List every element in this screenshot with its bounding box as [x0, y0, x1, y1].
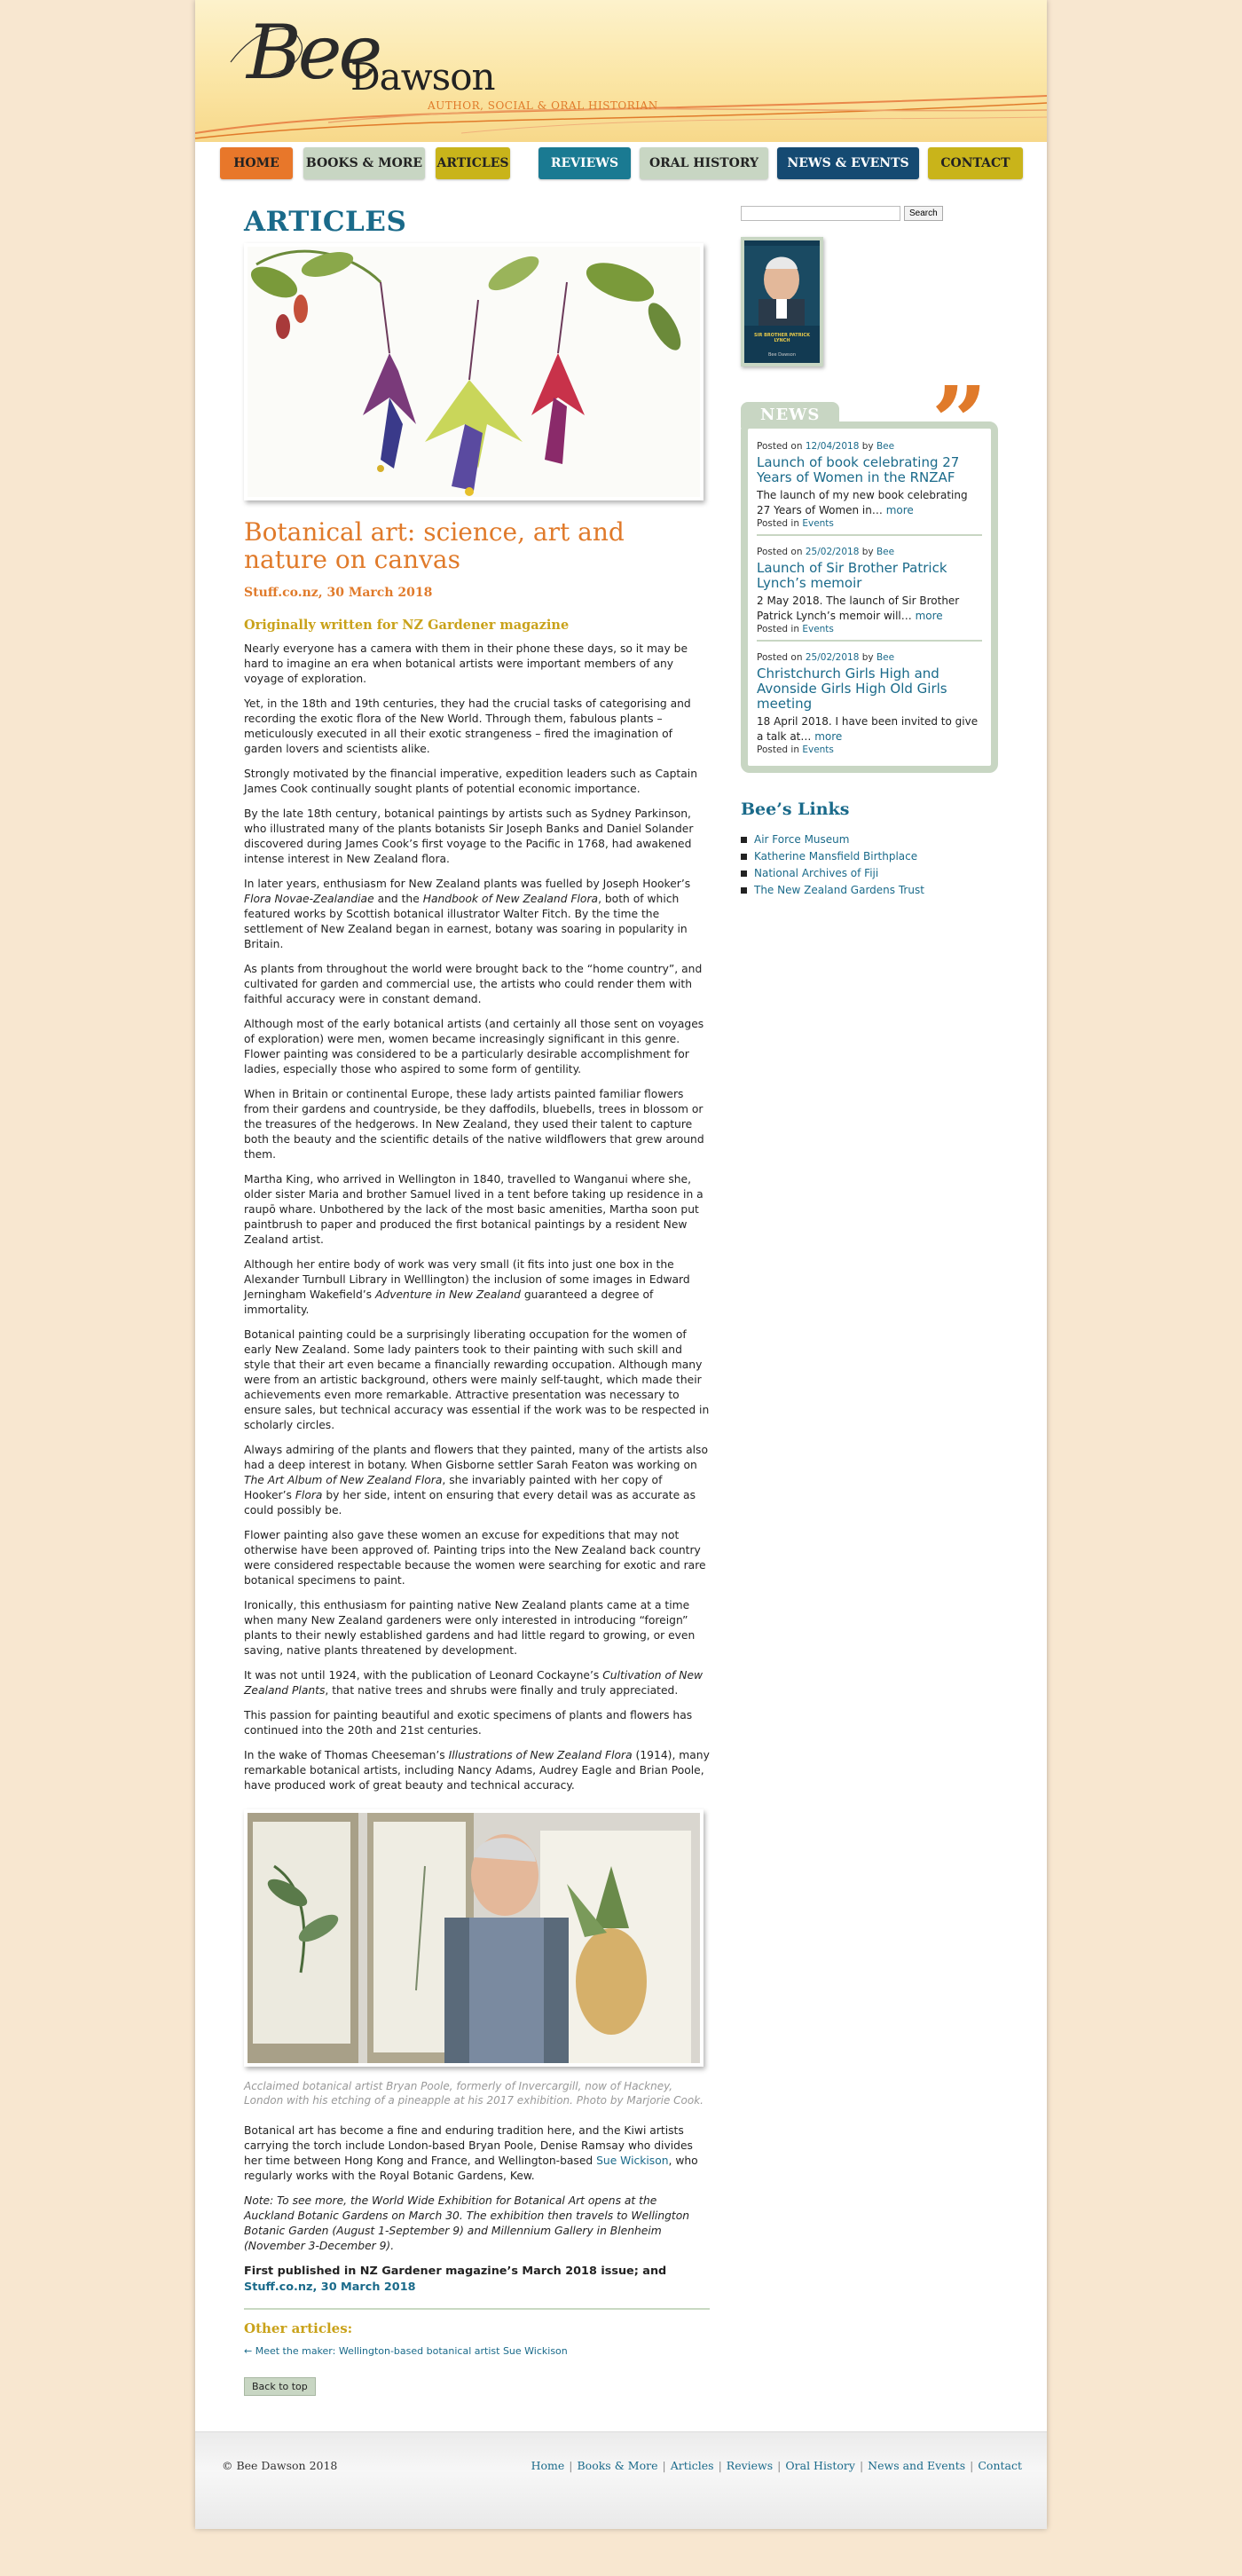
paragraph: Nearly everyone has a camera with them in their phone these days, so it may be hard to imagine an era when botanical artists were important members of any voyage of exploration. — [244, 642, 688, 685]
news-author-link[interactable]: Bee — [876, 547, 895, 557]
footer — [195, 2431, 1047, 2529]
main-content — [244, 206, 710, 2396]
nav-home[interactable]: HOME — [220, 147, 293, 179]
footer-link-news-events[interactable]: News and Events — [868, 2459, 966, 2472]
paragraph: Ironically, this enthusiasm for painting native New Zealand plants came at a time when many New Zealand gardeners were only interested in introducing “foreign” plants to their newly established gardens and had little regard to growing, or even saving, native plants threatened by development. — [244, 1599, 696, 1657]
paragraph: It was not until 1924, with the publication of Leonard Cockayne’s Cultivation of New Zealand Plants, that native trees and shrubs were finally and truly appreciated. — [244, 1669, 704, 1697]
tagline: AUTHOR, SOCIAL & ORAL HISTORIAN — [428, 99, 658, 112]
book-cover[interactable] — [741, 237, 823, 366]
news-author-link[interactable]: Bee — [876, 652, 895, 663]
paragraph: When in Britain or continental Europe, these lady artists painted familiar flowers from their gardens and countryside, be they daffodils, bluebells, trees in blossom or the treasures of the hedgerows. In New Zealand, they used their talent to capture both the beauty and the scientific details of the native wildflowers that grew around them. — [244, 1088, 704, 1161]
news-date-link[interactable]: 25/02/2018 — [805, 547, 860, 557]
paragraph: Always admiring of the plants and flowers that they painted, many of the artists also had a deep interest in botany. When Gisborne settler Sarah Featon was working on The Art Album of New Zealand Flora, she invariably painted with her copy of Hooker’s Flora by her side, intent on ensuring that every detail was as accurate as could possibly be. — [244, 1444, 708, 1516]
main-nav — [220, 147, 1023, 179]
logo-name[interactable]: Dawson — [350, 55, 495, 98]
paragraph: Although her entire body of work was very small (it fits into just one box in the Alexander Turnbull Library in Welllington) the inclusion of some images in Edward Jerningham Wakefield’s Adventure in New Zealand guaranteed a degree of immortality. — [244, 1258, 690, 1316]
footer-link-home[interactable]: Home — [531, 2459, 565, 2472]
book-title: SIR BROTHER PATRICK LYNCH — [754, 333, 810, 343]
link-national-archives-fiji[interactable]: National Archives of Fiji — [754, 867, 879, 879]
link-nz-gardens-trust[interactable]: The New Zealand Gardens Trust — [754, 884, 924, 896]
paragraph: Botanical painting could be a surprisingly liberating occupation for the women of early New Zealand. Some lady painters took to their painting with such skill and style that their art even became a financially rewarding occupation. Although many were from an artistic background, others were mainly self-taught, which made their achievements even more remarkable. Attractive presentation was necessary to ensure sales, but technical accuracy was essential if the work was to be respected in scholarly circles. — [244, 1328, 710, 1431]
bullet-icon — [741, 887, 747, 894]
bullet-icon — [741, 870, 747, 877]
news-title-link[interactable]: Launch of Sir Brother Patrick Lynch’s memoir — [757, 560, 947, 591]
news-more-link[interactable]: more — [814, 730, 843, 743]
search-button[interactable]: Search — [904, 206, 943, 221]
link-item — [741, 884, 998, 896]
fuchsia-illustration — [248, 247, 700, 497]
exhibition-note: Note: To see more, the World Wide Exhibition for Botanical Art opens at the Auckland Botanic Gardens on March 30. The exhibition then travels to Wellington Botanic Garden (August 1-September 9) and Millennium Gallery in Blenheim (November 3-December 9). — [244, 2194, 690, 2252]
paragraph: Flower painting also gave these women an excuse for expeditions that may not otherwise have been approved of. Painting trips into the New Zealand back country were considered respectable because the women were searching for exotic and rare botanical specimens to paint. — [244, 1529, 706, 1587]
news-item: Posted on 25/02/2018 by Bee Christchurch Girls High and Avonside Girls High Old Girls meeting 18 April 2018. I have been invited to give a talk at… more Posted in Events — [757, 649, 982, 760]
hero-image — [244, 243, 704, 500]
link-item — [741, 850, 998, 863]
news-category-link[interactable]: Events — [802, 744, 834, 755]
bullet-icon — [741, 854, 747, 860]
book-author: Bee Dawson — [767, 352, 796, 358]
news-category-link[interactable]: Events — [802, 518, 834, 529]
footer-nav: Home | Books & More | Articles | Reviews | Oral History | News and Events | Contact — [531, 2459, 1022, 2472]
news-heading: NEWS — [741, 402, 839, 428]
article-date: Stuff.co.nz, 30 March 2018 — [244, 586, 433, 600]
bullet-icon — [741, 837, 747, 843]
logo-script[interactable]: Bee — [247, 9, 380, 96]
nav-books-more[interactable]: BOOKS & MORE — [303, 147, 425, 179]
search-form — [741, 206, 998, 221]
sue-wickison-link[interactable]: Sue Wickison — [596, 2155, 669, 2167]
nav-contact[interactable]: CONTACT — [928, 147, 1023, 179]
paragraph: Yet, in the 18th and 19th centuries, they had the crucial tasks of categorising and recording the exotic flora of the New World. Through them, fabulous plants – meticulously executed in all their exotic strangeness – fired the imagination of garden lovers and scientists alike. — [244, 697, 691, 755]
other-articles-heading: Other articles: — [244, 2320, 353, 2336]
artist-photo-illustration — [248, 1813, 700, 2063]
paragraph: Although most of the early botanical artists (and certainly all those sent on voyages of exploration) were men, women became increasingly significant in this genre. Flower painting was considered to be a particularly desirable accomplishment for ladies, especially those who aspired to some form of gentility. — [244, 1018, 704, 1075]
back-to-top-button[interactable]: Back to top — [244, 2377, 316, 2396]
link-item — [741, 867, 998, 879]
news-title-link[interactable]: Christchurch Girls High and Avonside Girls High Old Girls meeting — [757, 666, 947, 712]
header — [195, 0, 1047, 142]
previous-article-link[interactable]: ← Meet the maker: Wellington-based botanical artist Sue Wickison — [244, 2345, 568, 2357]
sidebar — [741, 206, 998, 901]
stuff-link[interactable]: Stuff.co.nz, 30 March 2018 — [244, 2281, 416, 2294]
paragraph: In later years, enthusiasm for New Zealand plants was fuelled by Joseph Hooker’s Flora Novae-Zealandiae and the Handbook of New Zealand Flora, both of which featured works by Scottish botanical illustrator Walter Fitch. By the time the settlement of New Zealand began in earnest, botany was soaring in popularity in Britain. — [244, 878, 691, 950]
artist-photo — [244, 1809, 704, 2067]
article-title: Botanical art: science, art and nature on canvas — [244, 517, 625, 574]
nav-reviews[interactable]: REVIEWS — [538, 147, 631, 179]
link-item — [741, 833, 998, 846]
links-heading: Bee’s Links — [741, 800, 850, 819]
news-title-link[interactable]: Launch of book celebrating 27 Years of Women in the RNZAF — [757, 454, 960, 485]
quote-mark-icon: ” — [931, 365, 987, 479]
footer-link-reviews[interactable]: Reviews — [726, 2459, 774, 2472]
section-title: ARTICLES — [244, 206, 407, 238]
paragraph: Botanical art has become a fine and enduring tradition here, and the Kiwi artists carrying the torch include London-based Bryan Poole, Denise Ramsay who divides her time between Hong Kong and France, and Wellington-based Sue Wickison, who regularly works with the Royal Botanic Gardens, Kew. — [244, 2124, 698, 2182]
nav-news-events[interactable]: NEWS & EVENTS — [777, 147, 919, 179]
news-box — [741, 365, 998, 773]
first-published: First published in NZ Gardener magazine’s March 2018 issue; and Stuff.co.nz, 30 March 2018 — [244, 2265, 667, 2294]
news-item: Posted on 25/02/2018 by Bee Launch of Sir Brother Patrick Lynch’s memoir 2 May 2018. The launch of Sir Brother Patrick Lynch’s memoir will… more Posted in Events — [757, 543, 982, 642]
portrait-illustration — [744, 246, 820, 326]
footer-link-books-more[interactable]: Books & More — [577, 2459, 658, 2472]
search-input[interactable] — [741, 206, 900, 221]
paragraph: This passion for painting beautiful and exotic specimens of plants and flowers has continued into the 20th and 21st centuries. — [244, 1709, 693, 1737]
paragraph: Strongly motivated by the financial imperative, expedition leaders such as Captain James Cook continually sought plants of potential economic importance. — [244, 768, 697, 795]
link-katherine-mansfield[interactable]: Katherine Mansfield Birthplace — [754, 850, 918, 863]
paragraph: In the wake of Thomas Cheeseman’s Illustrations of New Zealand Flora (1914), many remarkable botanical artists, including Nancy Adams, Audrey Eagle and Brian Poole, have produced work of great beauty and technical accuracy. — [244, 1749, 710, 1792]
footer-link-articles[interactable]: Articles — [670, 2459, 714, 2472]
paragraph: Martha King, who arrived in Wellington in 1840, travelled to Wanganui where she, older sister Maria and brother Samuel lived in a tent before taking up residence in a raupō whare. Unbothered by the lack of the most basic amenities, Martha soon put paintbrush to paper and produced the first botanical paintings by a resident New Zealand artist. — [244, 1173, 704, 1246]
link-air-force-museum[interactable]: Air Force Museum — [754, 833, 850, 846]
photo-caption: Acclaimed botanical artist Bryan Poole, formerly of Invercargill, now of Hackney, London with his etching of a pineapple at his 2017 exhibition. Photo by Marjorie Cook. — [244, 2080, 704, 2107]
news-item: Posted on 12/04/2018 by Bee Launch of book celebrating 27 Years of Women in the RNZAF The launch of my new book celebrating 27 Years of Women in… more Posted in Events — [757, 437, 982, 536]
news-category-link[interactable]: Events — [802, 624, 834, 634]
page — [195, 0, 1047, 2529]
footer-link-contact[interactable]: Contact — [978, 2459, 1022, 2472]
divider — [244, 2308, 710, 2310]
news-more-link[interactable]: more — [885, 504, 914, 516]
article-subtitle: Originally written for NZ Gardener magazine — [244, 618, 570, 633]
news-more-link[interactable]: more — [915, 610, 943, 622]
paragraph: By the late 18th century, botanical paintings by artists such as Sydney Parkinson, who illustrated many of the plants botanists Sir Joseph Banks and Daniel Solander discovered during James Cook’s first voyage to the Pacific in 1768, had awakened intense interest in New Zealand flora. — [244, 807, 694, 865]
news-date-link[interactable]: 25/02/2018 — [805, 652, 860, 663]
footer-link-oral-history[interactable]: Oral History — [785, 2459, 855, 2472]
nav-oral-history[interactable]: ORAL HISTORY — [640, 147, 768, 179]
news-author-link[interactable]: Bee — [876, 441, 895, 452]
nav-articles[interactable]: ARTICLES — [436, 147, 510, 179]
copyright: © Bee Dawson 2018 — [222, 2459, 338, 2472]
news-date-link[interactable]: 12/04/2018 — [805, 441, 860, 452]
paragraph: As plants from throughout the world were brought back to the “home country”, and cultivated for garden and commercial use, the artists who could render them with faithful accuracy were in constant demand. — [244, 963, 703, 1005]
